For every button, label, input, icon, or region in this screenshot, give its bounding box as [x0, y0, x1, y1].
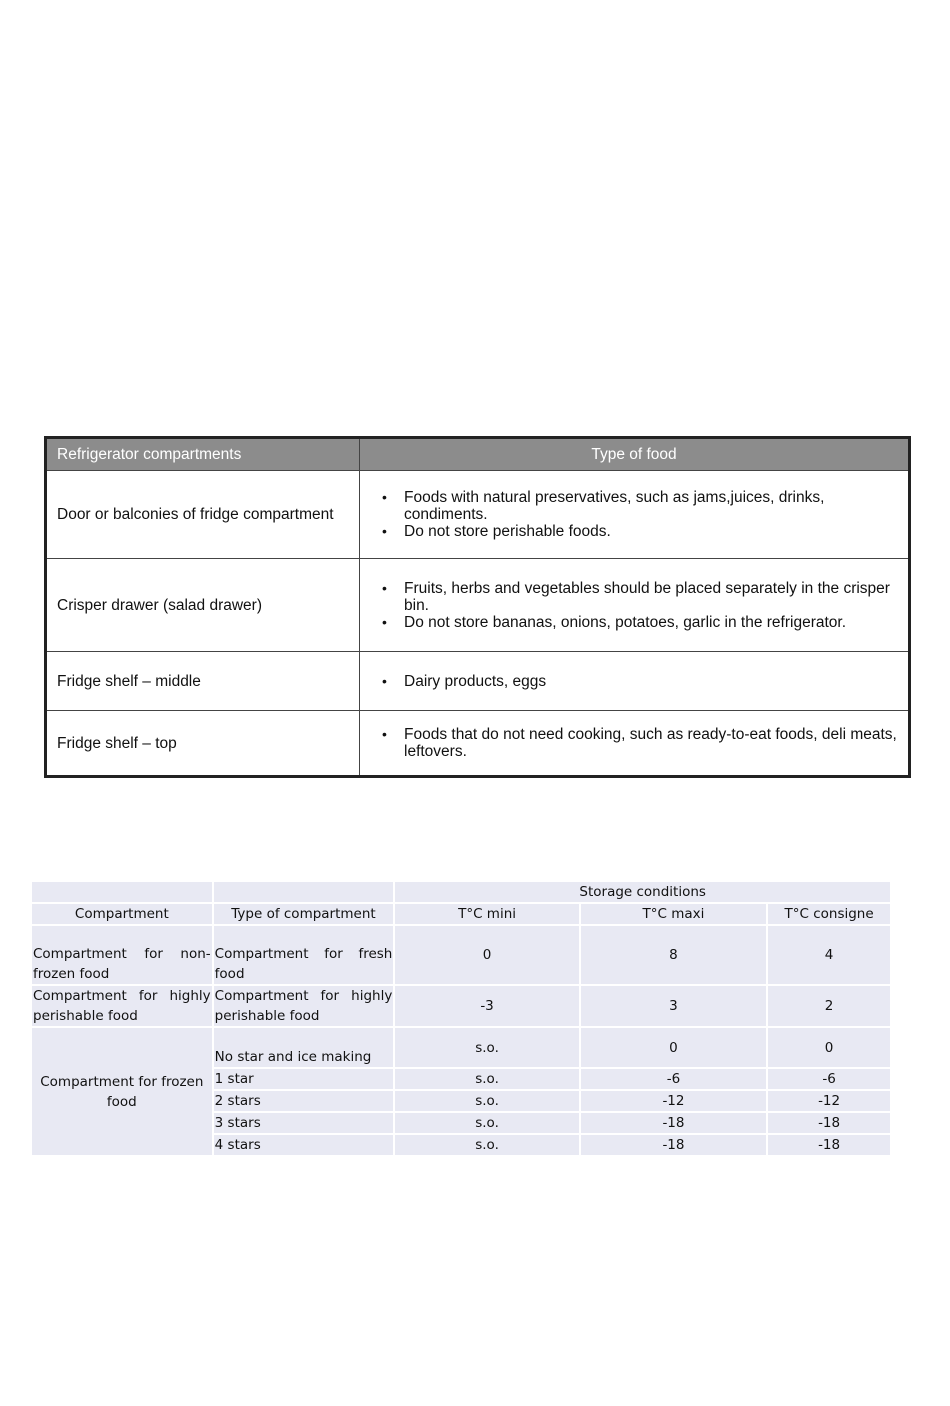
max-cell: -18 — [581, 1113, 766, 1133]
consigne-cell: -18 — [768, 1135, 890, 1155]
min-cell: -3 — [395, 986, 578, 1026]
max-cell: -6 — [581, 1069, 766, 1089]
food-bullet: • Foods that do not need cooking, such as ready-to-eat foods, deli meats, leftovers. — [392, 726, 898, 760]
max-cell: 3 — [581, 986, 766, 1026]
food-cell — [360, 471, 910, 559]
type-cell: 4 stars — [214, 1135, 394, 1155]
food-cell — [360, 559, 910, 652]
table-row — [32, 926, 890, 984]
min-cell: s.o. — [395, 1091, 578, 1111]
table-row — [32, 986, 890, 1026]
table-header-row — [46, 438, 910, 471]
type-cell: Compartment for highly perishable food — [214, 988, 393, 1024]
type-cell: 3 stars — [214, 1113, 394, 1133]
compartment-cell: Door or balconies of fridge compartment — [46, 471, 360, 559]
column-header-compartment: Compartment — [32, 904, 212, 924]
compartment-cell: Fridge shelf – middle — [46, 652, 360, 711]
table-row — [32, 1028, 890, 1067]
type-cell: Compartment for fresh food — [214, 926, 394, 984]
column-header-type: Type of compartment — [214, 904, 394, 924]
max-cell: 8 — [581, 926, 766, 984]
max-cell: 0 — [581, 1028, 766, 1067]
frozen-compartment-cell: Compartment for frozen food — [32, 1028, 212, 1155]
column-header-type-of-food: Type of food — [360, 438, 910, 471]
consigne-cell: -12 — [768, 1091, 890, 1111]
consigne-cell: 2 — [768, 986, 890, 1026]
column-header-row — [32, 904, 890, 924]
group-header-row — [32, 882, 890, 902]
type-cell: 2 stars — [214, 1091, 394, 1111]
consigne-cell: -6 — [768, 1069, 890, 1089]
table-row — [46, 559, 910, 652]
table-row — [46, 652, 910, 711]
max-cell: -18 — [581, 1135, 766, 1155]
type-cell: No star and ice making — [214, 1028, 394, 1067]
fridge-storage-table — [44, 436, 911, 778]
food-bullet: • Foods with natural preservatives, such as jams,juices, drinks, condiments. — [392, 489, 898, 523]
food-cell — [360, 711, 910, 777]
consigne-cell: -18 — [768, 1113, 890, 1133]
food-bullet: • Fruits, herbs and vegetables should be placed separately in the crisper bin. — [392, 580, 898, 614]
column-header-compartments: Refrigerator compartments — [46, 438, 360, 471]
type-cell: 1 star — [214, 1069, 394, 1089]
storage-conditions-table — [30, 880, 892, 1157]
food-bullet: • Do not store bananas, onions, potatoes, garlic in the refrigerator. — [392, 614, 898, 631]
food-bullet: • Do not store perishable foods. — [392, 523, 898, 540]
table-row — [46, 711, 910, 777]
food-cell — [360, 652, 910, 711]
compartment-cell: Compartment for non-frozen food — [32, 926, 212, 984]
max-cell: -12 — [581, 1091, 766, 1111]
min-cell: s.o. — [395, 1069, 578, 1089]
compartment-cell: Compartment for highly perishable food — [33, 988, 211, 1024]
compartment-cell: Crisper drawer (salad drawer) — [46, 559, 360, 652]
consigne-cell: 4 — [768, 926, 890, 984]
table-row — [46, 471, 910, 559]
column-header-consigne: T°C consigne — [768, 904, 890, 924]
consigne-cell: 0 — [768, 1028, 890, 1067]
compartment-cell: Fridge shelf – top — [46, 711, 360, 777]
food-bullet: • Dairy products, eggs — [392, 673, 898, 690]
storage-conditions-header: Storage conditions — [395, 882, 890, 902]
column-header-min: T°C mini — [395, 904, 578, 924]
min-cell: s.o. — [395, 1113, 578, 1133]
min-cell: s.o. — [395, 1028, 578, 1067]
min-cell: 0 — [395, 926, 578, 984]
min-cell: s.o. — [395, 1135, 578, 1155]
column-header-max: T°C maxi — [581, 904, 766, 924]
